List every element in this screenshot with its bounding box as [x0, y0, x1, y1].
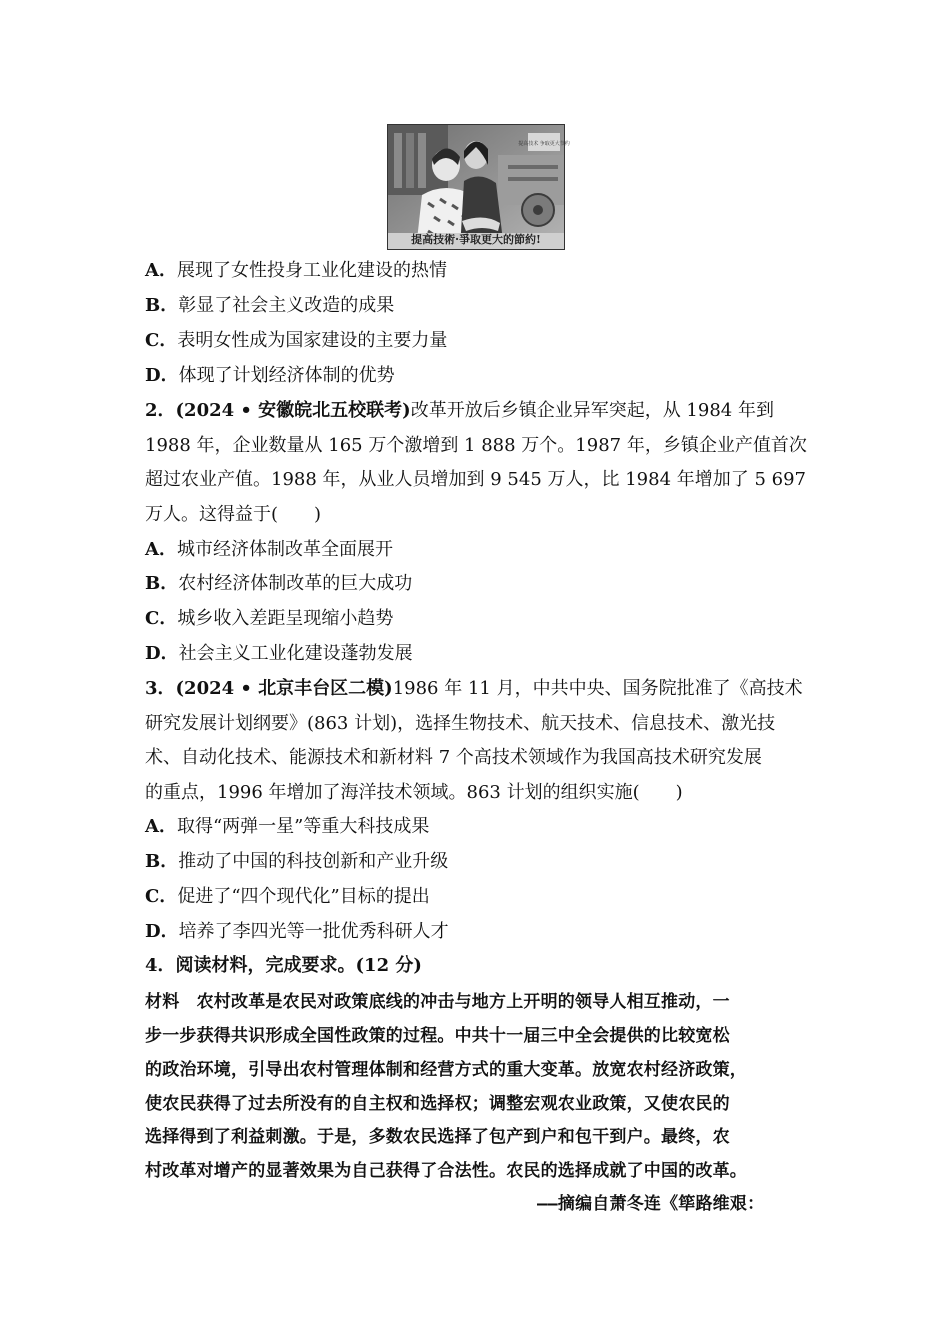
- q3-option-d: [145, 920, 449, 944]
- q4-citation: ——摘编自萧冬连《筚路维艰：: [537, 1194, 765, 1214]
- q3-option-c: [145, 885, 430, 909]
- option-letter: C．: [145, 330, 178, 351]
- q3-stem-line-1: [145, 677, 803, 701]
- stem-text: 改革开放后乡镇企业异军突起，从 1984 年到: [410, 400, 774, 421]
- question-source: (2024 • 安徽皖北五校联考): [175, 400, 411, 421]
- q2-stem-line-2: 1988 年，企业数量从 165 万个激增到 1 888 万个。1987 年，乡镇企业产值首次: [145, 435, 807, 456]
- option-letter: C．: [145, 608, 178, 629]
- poster-sign-text: 提高技术 争取更大节约: [518, 141, 570, 147]
- poster-caption: 提高技術·爭取更大的節約!: [411, 233, 541, 246]
- option-text: 体现了计划经济体制的优势: [178, 365, 395, 386]
- material-text: 农村改革是农民对政策底线的冲击与地方上开明的领导人相互推动，一: [179, 992, 730, 1012]
- q2-option-a: [145, 538, 393, 562]
- q1-option-a: [145, 259, 447, 283]
- option-text: 展现了女性投身工业化建设的热情: [176, 260, 447, 281]
- q4-material-line-6: 村改革对增产的显著效果为自己获得了合法性。农民的选择成就了中国的改革。: [145, 1161, 747, 1181]
- option-text: 促进了“四个现代化”目标的提出: [177, 886, 430, 907]
- q2-stem-line-3: 超过农业产值。1988 年，从业人员增加到 9 545 万人，比 1984 年增加了 5 697: [145, 469, 807, 490]
- q4-material-line-4: 使农民获得了过去所没有的自主权和选择权；调整宏观农业政策，又使农民的: [145, 1094, 730, 1114]
- option-letter: D．: [145, 365, 179, 386]
- q2-option-b: [145, 572, 412, 596]
- poster-image: [387, 124, 570, 250]
- material-label: 材料: [145, 992, 180, 1012]
- q2-option-c: [145, 607, 393, 631]
- option-letter: C．: [145, 886, 178, 907]
- question-number: 2．: [145, 400, 176, 421]
- q4-material-line-1: [145, 990, 730, 1014]
- option-letter: D．: [145, 921, 179, 942]
- q1-option-b: [145, 294, 394, 318]
- option-text: 表明女性成为国家建设的主要力量: [177, 330, 448, 351]
- q3-stem-line-3: 术、自动化技术、能源技术和新材料 7 个高技术领域作为我国高技术研究发展: [145, 747, 762, 768]
- option-letter: A．: [145, 539, 177, 560]
- option-letter: A．: [145, 816, 177, 837]
- stem-text: 1986 年 11 月，中共中央、国务院批准了《高技术: [392, 678, 803, 699]
- question-source: (2024 • 北京丰台区二模): [175, 678, 393, 699]
- option-letter: A．: [145, 260, 177, 281]
- q3-stem-line-4: 的重点，1996 年增加了海洋技术领域。863 计划的组织实施( ): [145, 782, 683, 803]
- option-letter: D．: [145, 643, 179, 664]
- q4-material-line-3: 的政治环境，引导出农村管理体制和经营方式的重大变革。放宽农村经济政策，: [145, 1060, 747, 1080]
- q4-material-line-5: 选择得到了利益刺激。于是，多数农民选择了包产到户和包干到户。最终，农: [145, 1127, 730, 1147]
- option-letter: B．: [145, 851, 179, 872]
- q2-stem-line-4: 万人。这得益于( ): [145, 504, 322, 525]
- q3-option-a: [145, 815, 429, 839]
- option-text: 取得“两弹一星”等重大科技成果: [176, 816, 430, 837]
- q3-option-b: [145, 850, 448, 874]
- q3-stem-line-2: 研究发展计划纲要》(863 计划)，选择生物技术、航天技术、信息技术、激光技: [145, 713, 776, 734]
- q1-option-d: [145, 364, 395, 388]
- q2-stem-line-1: [145, 399, 774, 423]
- option-text: 彰显了社会主义改造的成果: [178, 295, 395, 316]
- option-text: 培养了李四光等一批优秀科研人才: [178, 921, 449, 942]
- q2-option-d: [145, 642, 413, 666]
- option-text: 城乡收入差距呈现缩小趋势: [177, 608, 394, 629]
- option-text: 推动了中国的科技创新和产业升级: [178, 851, 449, 872]
- option-letter: B．: [145, 573, 179, 594]
- option-text: 农村经济体制改革的巨大成功: [178, 573, 413, 594]
- option-text: 社会主义工业化建设蓬勃发展: [178, 643, 413, 664]
- q4-material-line-2: 步一步获得共识形成全国性政策的过程。中共十一届三中全会提供的比较宽松: [145, 1026, 730, 1046]
- question-number: 3．: [145, 678, 176, 699]
- q4-heading: 4．阅读材料，完成要求。(12 分): [145, 955, 422, 976]
- option-letter: B．: [145, 295, 179, 316]
- option-text: 城市经济体制改革全面展开: [176, 539, 393, 560]
- q1-option-c: [145, 329, 447, 353]
